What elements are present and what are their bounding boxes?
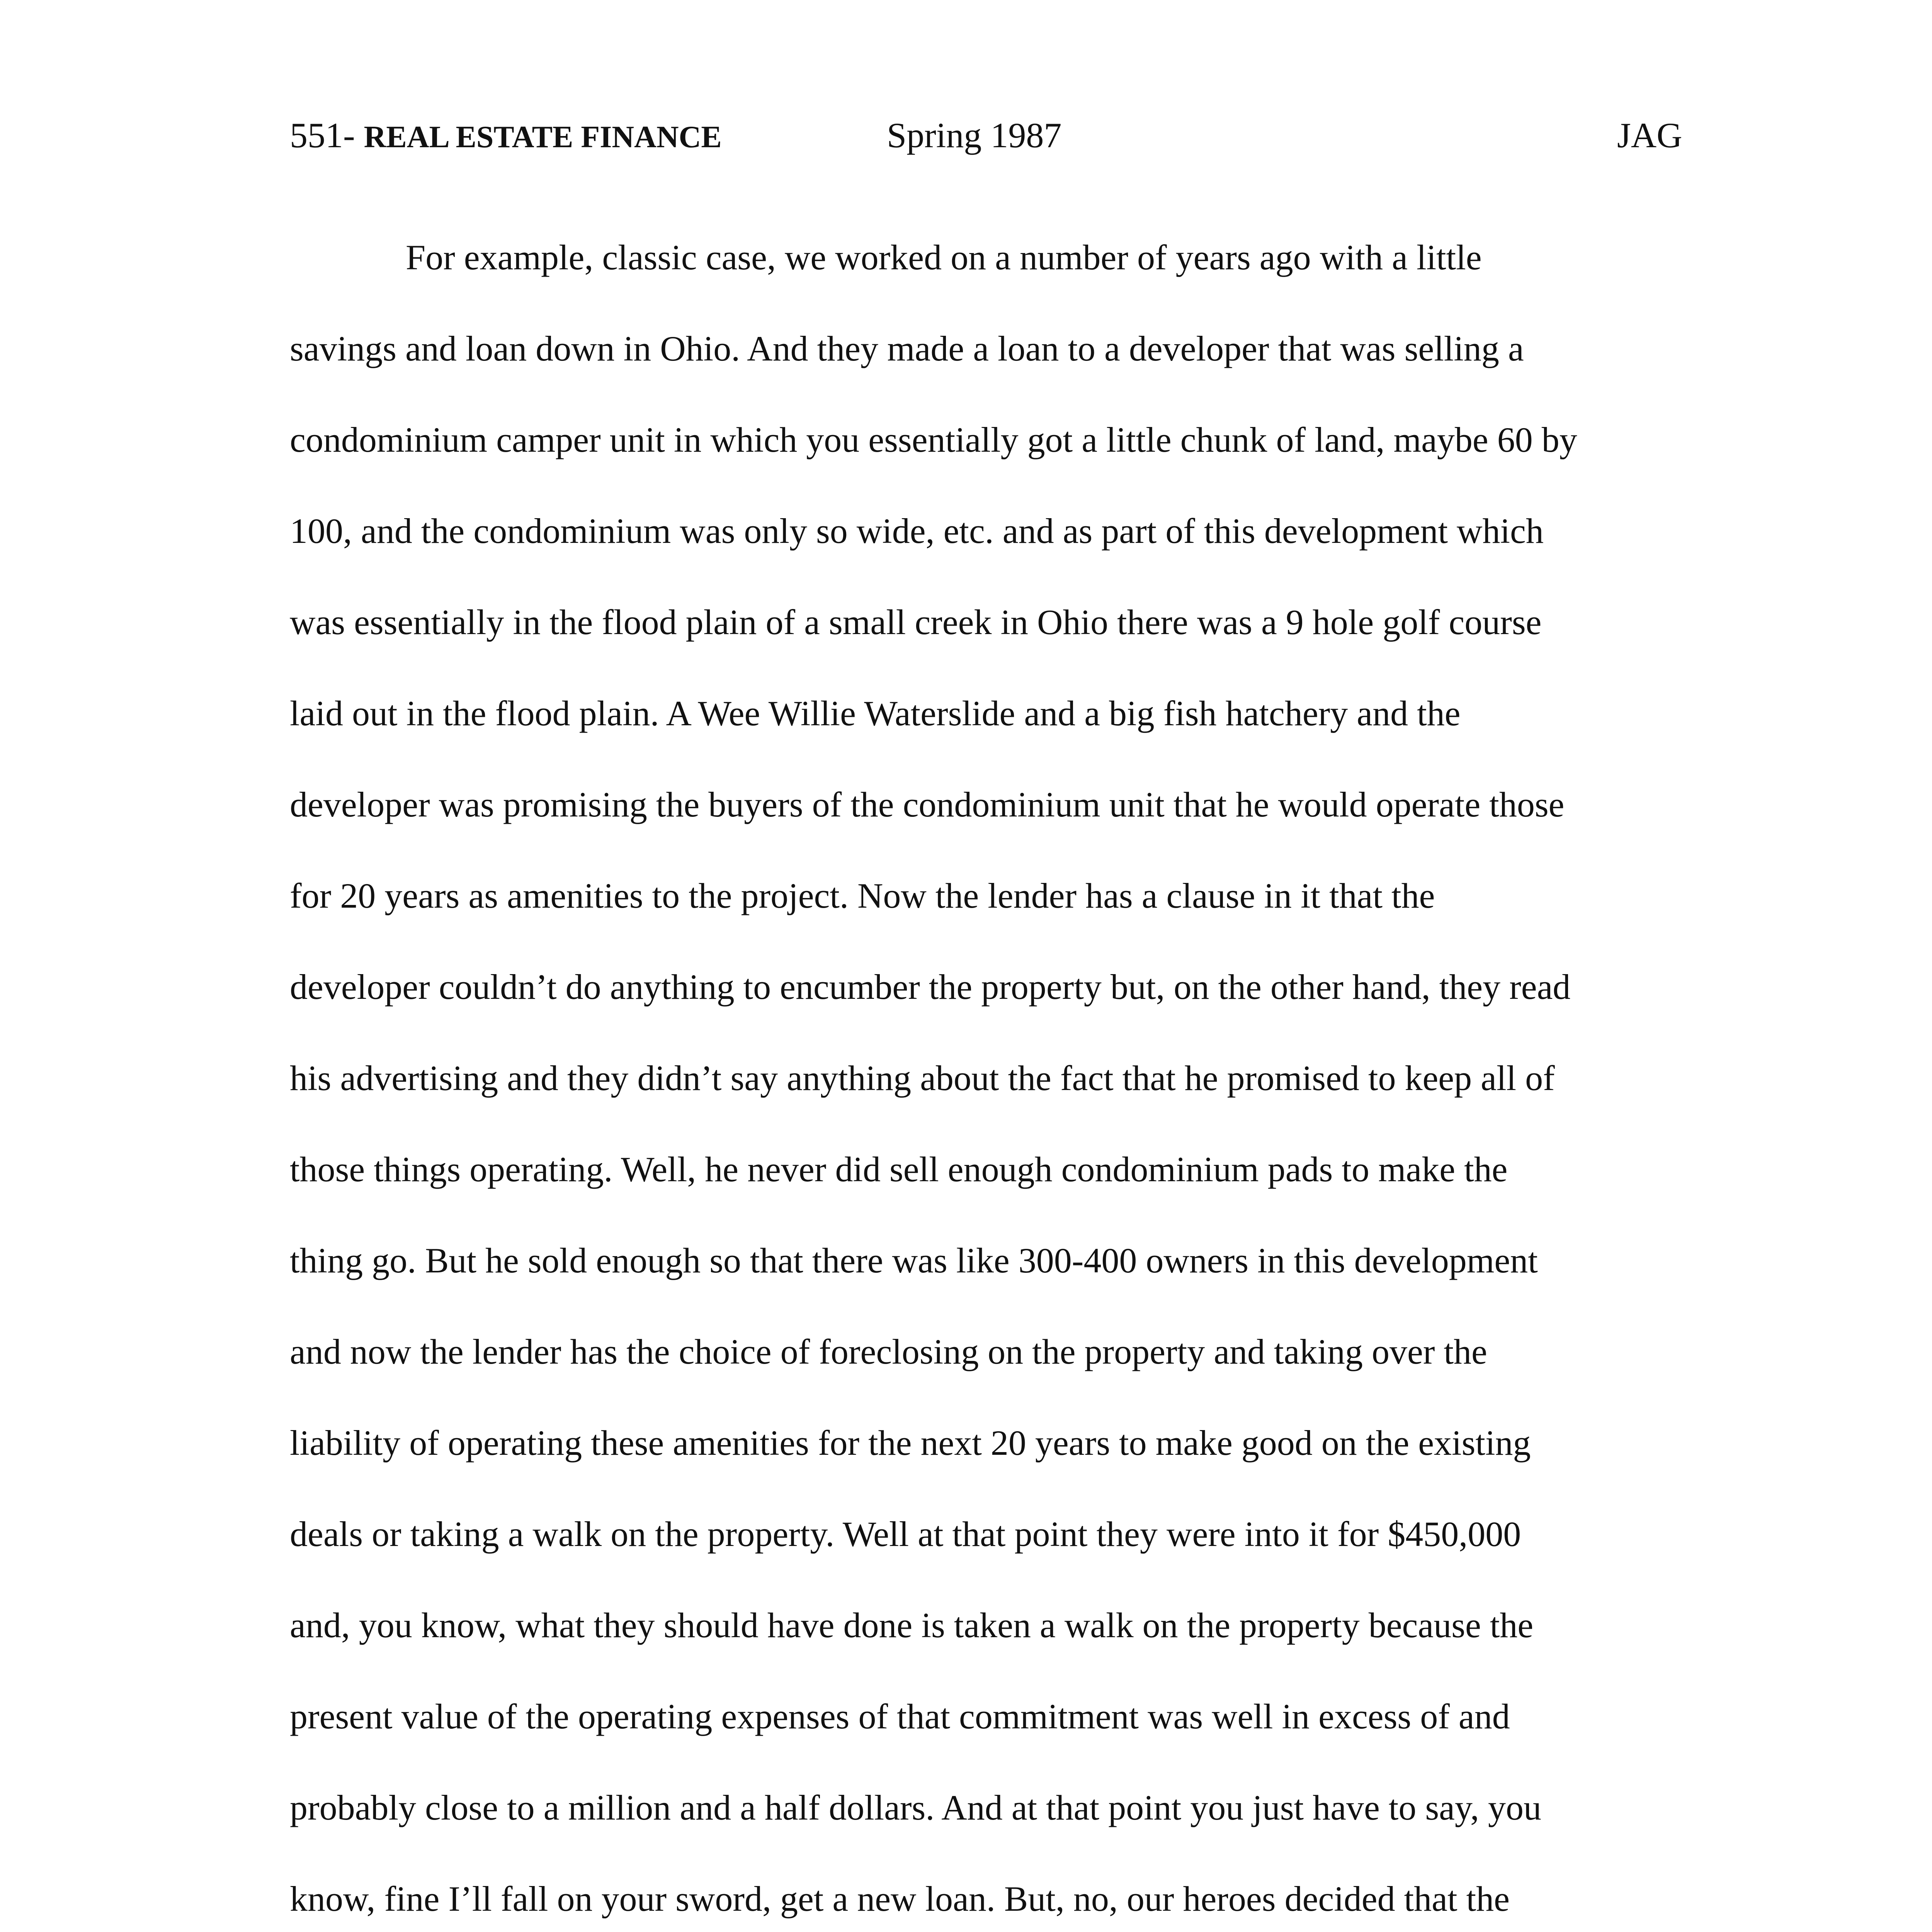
page-header — [0, 112, 1932, 158]
body-line: liability of operating these amenities for the next 20 years to make good on the existing — [290, 1423, 1531, 1463]
body-line: probably close to a million and a half dollars. And at that point you just have to say, you — [290, 1788, 1542, 1827]
header-initials: JAG — [1617, 116, 1682, 155]
body-line: and, you know, what they should have done is taken a walk on the property because the — [290, 1605, 1534, 1645]
body-line: deals or taking a walk on the property. Well at that point they were into it for $450,000 — [290, 1514, 1521, 1554]
header-course — [290, 112, 722, 160]
course-title: REAL ESTATE FINANCE — [364, 120, 722, 154]
body-line: condominium camper unit in which you essentially got a little chunk of land, maybe 60 by — [290, 420, 1577, 459]
body-line: for 20 years as amenities to the project. Now the lender has a clause in it that the — [290, 876, 1435, 915]
body-line: developer couldn’t do anything to encumber the property but, on the other hand, they read — [290, 967, 1571, 1007]
body-line: and now the lender has the choice of foreclosing on the property and taking over the — [290, 1332, 1487, 1371]
body-line: For example, classic case, we worked on a number of years ago with a little — [406, 238, 1482, 277]
body-line: savings and loan down in Ohio. And they made a loan to a developer that was selling a — [290, 329, 1524, 368]
body-line: thing go. But he sold enough so that there was like 300-400 owners in this development — [290, 1241, 1538, 1280]
body-line: developer was promising the buyers of the condominium unit that he would operate those — [290, 785, 1565, 824]
body-line: present value of the operating expenses of that commitment was well in excess of and — [290, 1697, 1510, 1736]
header-term: Spring 1987 — [887, 116, 1062, 155]
course-number: 551- — [290, 116, 355, 155]
transcript-body — [290, 232, 1681, 1932]
body-line: 100, and the condominium was only so wide, etc. and as part of this development which — [290, 511, 1544, 551]
body-line: those things operating. Well, he never did sell enough condominium pads to make the — [290, 1150, 1508, 1189]
body-line: was essentially in the flood plain of a small creek in Ohio there was a 9 hole golf course — [290, 602, 1542, 642]
body-line: know, fine I’ll fall on your sword, get a new loan. But, no, our heroes decided that the — [290, 1879, 1510, 1918]
body-line: his advertising and they didn’t say anything about the fact that he promised to keep all of — [290, 1058, 1555, 1098]
body-line: laid out in the flood plain. A Wee Willie Waterslide and a big fish hatchery and the — [290, 694, 1461, 733]
